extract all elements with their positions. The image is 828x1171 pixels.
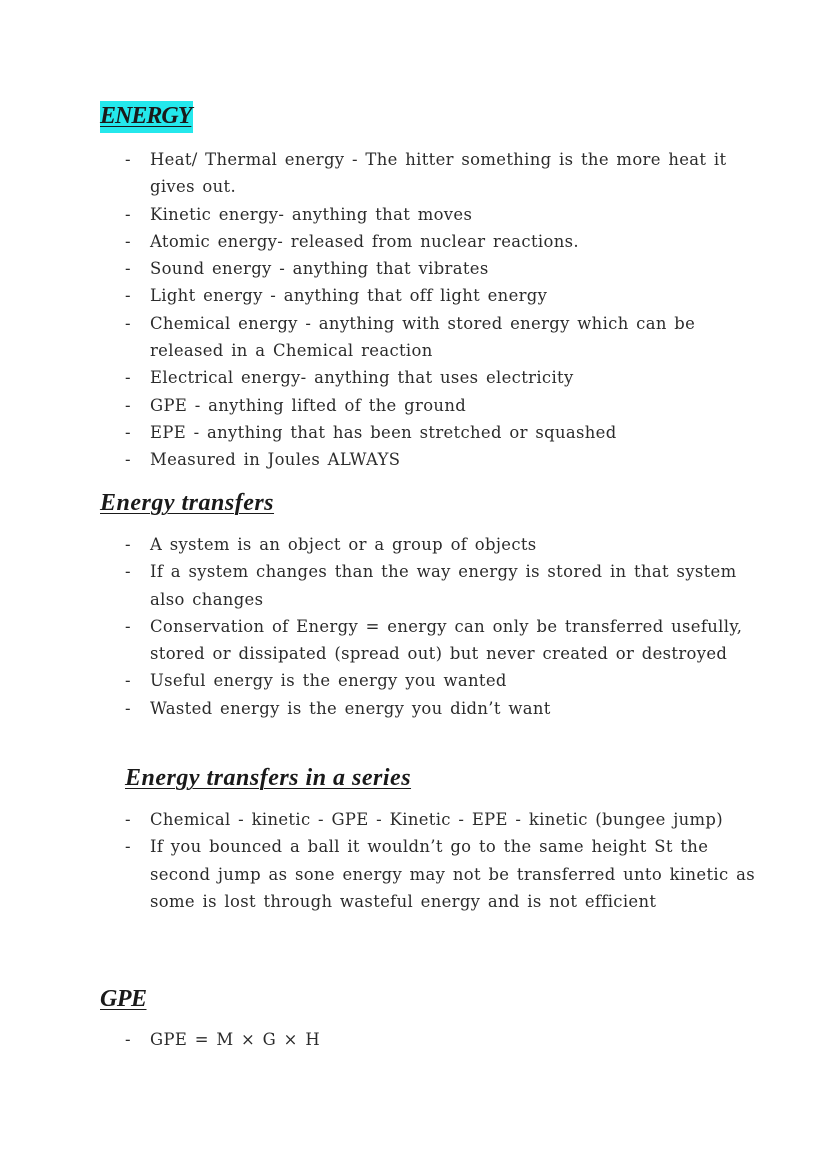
list-item <box>125 255 765 282</box>
list-item-text: Useful energy is the energy you wanted <box>150 671 507 691</box>
bullet-dash: - <box>125 286 131 306</box>
bullet-dash: - <box>125 837 131 857</box>
list-item <box>125 806 765 833</box>
energy-series-list <box>125 806 765 915</box>
bullet-dash: - <box>125 368 131 388</box>
list-item-text: Sound energy - anything that vibrates <box>150 259 489 279</box>
list-item <box>125 419 765 446</box>
bullet-dash: - <box>125 395 131 415</box>
heading-energy: ENERGY <box>100 101 193 133</box>
list-item <box>125 392 765 419</box>
list-item-text: Heat/ Thermal energy - The hitter something is the more heat it gives out. <box>150 150 727 197</box>
list-item-text: Light energy - anything that off light energy <box>150 286 548 306</box>
bullet-dash: - <box>125 810 131 829</box>
bullet-dash: - <box>125 562 131 582</box>
heading-energy-transfers: Energy transfers <box>100 490 275 516</box>
list-item-text: Chemical - kinetic - GPE - Kinetic - EPE - kinetic (bungee jump) <box>150 810 724 829</box>
list-item <box>125 201 765 228</box>
list-item-text: EPE - anything that has been stretched or squashed <box>150 422 617 442</box>
heading-gpe: GPE <box>100 986 147 1012</box>
list-item-text: GPE = M × G × H <box>150 1030 320 1049</box>
list-item <box>125 613 765 668</box>
list-item-text: If a system changes than the way energy is stored in that system also changes <box>150 562 737 609</box>
list-item-text: A system is an object or a group of objects <box>150 535 537 554</box>
bullet-dash: - <box>125 671 131 691</box>
list-item-text: Electrical energy- anything that uses electricity <box>150 368 574 388</box>
list-item-text: If you bounced a ball it wouldn’t go to the same height St the second jump as sone energy may not be transferred unto kinetic as some is lost through wasteful energy and is not efficient <box>150 837 755 911</box>
bullet-dash: - <box>125 150 131 169</box>
bullet-dash: - <box>125 535 131 554</box>
list-item <box>125 364 765 391</box>
list-item <box>125 282 765 309</box>
heading-energy-transfers-series: Energy transfers in a series <box>125 765 412 791</box>
bullet-dash: - <box>125 204 131 224</box>
list-item <box>125 833 765 915</box>
list-item-text: Chemical energy - anything with stored energy which can be released in a Chemical reaction <box>150 313 696 361</box>
energy-transfers-list <box>125 531 765 722</box>
list-item <box>125 558 765 613</box>
list-item <box>125 695 765 722</box>
list-item <box>125 228 765 255</box>
list-item <box>125 667 765 694</box>
gpe-list <box>125 1026 765 1053</box>
bullet-dash: - <box>125 313 131 333</box>
bullet-dash: - <box>125 698 131 718</box>
list-item <box>125 146 765 201</box>
bullet-dash: - <box>125 616 131 636</box>
bullet-dash: - <box>125 231 131 251</box>
list-item-text: Conservation of Energy = energy can only be transferred usefully, stored or dissipated (spread out) but never created or destroyed <box>150 616 743 664</box>
energy-list <box>125 146 765 474</box>
list-item <box>125 446 765 473</box>
bullet-dash: - <box>125 259 131 279</box>
bullet-dash: - <box>125 1030 131 1049</box>
list-item-text: Measured in Joules ALWAYS <box>150 450 401 470</box>
list-item-text: Wasted energy is the energy you didn’t want <box>150 698 551 718</box>
bullet-dash: - <box>125 450 131 470</box>
list-item-text: Atomic energy- released from nuclear reactions. <box>150 231 579 251</box>
list-item <box>125 531 765 558</box>
list-item-text: Kinetic energy- anything that moves <box>150 204 473 224</box>
bullet-dash: - <box>125 422 131 442</box>
list-item <box>125 1026 765 1053</box>
list-item <box>125 310 765 365</box>
list-item-text: GPE - anything lifted of the ground <box>150 395 467 415</box>
